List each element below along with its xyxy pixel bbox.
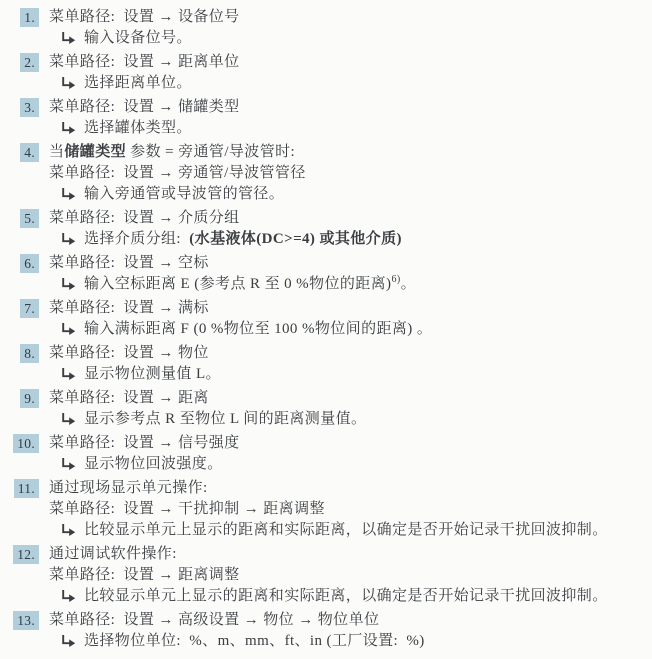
item-number-badge: 7. (20, 299, 39, 318)
return-arrow-icon (61, 122, 76, 135)
list-item (8, 142, 644, 205)
menu-path-line (49, 7, 644, 28)
line-text: 菜单路径: 设置 → 旁通管/导波管管径 (49, 165, 306, 181)
return-arrow-icon (61, 413, 76, 426)
menu-path-line (49, 433, 644, 454)
result-line (49, 28, 644, 49)
line-text: 选择罐体类型。 (84, 120, 192, 136)
return-arrow-icon (61, 524, 76, 537)
menu-path-line (49, 565, 644, 586)
line-text: 显示物位测量值 L。 (84, 366, 221, 382)
line-text: 菜单路径: 设置 → 物位 (49, 345, 209, 361)
return-arrow-icon (61, 278, 76, 291)
item-content (49, 388, 644, 430)
item-content (49, 7, 644, 49)
line-text: 选择距离单位。 (84, 75, 192, 91)
line-text: 通过调试软件操作: (49, 546, 177, 562)
line-text: 菜单路径: 设置 → 距离调整 (49, 567, 240, 583)
list-item (8, 7, 644, 49)
line-text: 菜单路径: 设置 → 干扰抑制 → 距离调整 (49, 501, 325, 517)
menu-path-line (49, 97, 644, 118)
menu-path-line (49, 343, 644, 364)
item-number-badge: 1. (20, 8, 39, 27)
item-number-badge: 5. (20, 209, 39, 228)
menu-path-line (49, 163, 644, 184)
result-line (49, 118, 644, 139)
return-arrow-icon (61, 32, 76, 45)
item-number-badge: 9. (20, 389, 39, 408)
return-arrow-icon (61, 188, 76, 201)
line-text: 输入满标距离 F (0 %物位至 100 %物位间的距离) 。 (84, 321, 433, 337)
item-content (49, 433, 644, 475)
menu-path-line (49, 52, 644, 73)
list-item (8, 97, 644, 139)
condition-line (49, 142, 644, 163)
result-line (49, 364, 644, 385)
item-number-badge: 12. (13, 545, 39, 564)
item-content (49, 97, 644, 139)
return-arrow-icon (61, 233, 76, 246)
result-line (49, 73, 644, 94)
item-number-column (8, 253, 39, 273)
return-arrow-icon (61, 368, 76, 381)
item-number-badge: 3. (20, 98, 39, 117)
list-item (8, 544, 644, 607)
line-text: 菜单路径: 设置 → 储罐类型 (49, 99, 240, 115)
list-item (8, 52, 644, 94)
return-arrow-icon (61, 77, 76, 90)
list-item (8, 478, 644, 541)
line-text: 显示物位回波强度。 (84, 456, 223, 472)
line-text: 输入设备位号。 (84, 30, 192, 46)
result-line (49, 274, 644, 295)
item-number-column (8, 52, 39, 72)
result-line (49, 520, 644, 541)
line-text: 选择物位单位: %、m、mm、ft、in (工厂设置: %) (84, 633, 425, 649)
list-item (8, 253, 644, 295)
line-text: 菜单路径: 设置 → 满标 (49, 300, 209, 316)
line-text: 菜单路径: 设置 → 设备位号 (49, 9, 240, 25)
item-number-column (8, 433, 39, 453)
item-number-badge: 10. (13, 434, 39, 453)
item-content (49, 253, 644, 295)
footnote-ref: 6) (391, 274, 401, 285)
return-arrow-icon (61, 323, 76, 336)
line-text: 比较显示单元上显示的距离和实际距离，以确定是否开始记录干扰回波抑制。 (84, 522, 608, 538)
item-number-column (8, 298, 39, 318)
list-item (8, 343, 644, 385)
list-item (8, 298, 644, 340)
list-item (8, 208, 644, 250)
return-arrow-icon (61, 590, 76, 603)
condition-line (49, 478, 644, 499)
result-line (49, 229, 644, 250)
menu-path-line (49, 610, 644, 631)
item-number-column (8, 142, 39, 162)
item-content (49, 142, 644, 205)
item-content (49, 610, 644, 652)
result-line (49, 454, 644, 475)
list-item (8, 433, 644, 475)
line-text: 菜单路径: 设置 → 空标 (49, 255, 209, 271)
line-text: 选择介质分组: (水基液体(DC>=4) 或其他介质) (84, 231, 402, 247)
result-line (49, 631, 644, 652)
line-text: 比较显示单元上显示的距离和实际距离，以确定是否开始记录干扰回波抑制。 (84, 588, 608, 604)
line-text: 当储罐类型 参数 = 旁通管/导波管时: (49, 144, 296, 160)
item-number-column (8, 478, 39, 498)
item-number-column (8, 208, 39, 228)
item-number-column (8, 610, 39, 630)
line-text: 菜单路径: 设置 → 距离 (49, 390, 209, 406)
menu-path-line (49, 499, 644, 520)
line-text: 菜单路径: 设置 → 信号强度 (49, 435, 240, 451)
line-text: 菜单路径: 设置 → 介质分组 (49, 210, 240, 226)
result-line (49, 184, 644, 205)
item-number-badge: 11. (14, 479, 39, 498)
line-text: 显示参考点 R 至物位 L 间的距离测量值。 (84, 411, 367, 427)
result-line (49, 409, 644, 430)
list-item (8, 610, 644, 652)
item-content (49, 208, 644, 250)
item-content (49, 298, 644, 340)
item-number-column (8, 7, 39, 27)
item-number-column (8, 544, 39, 564)
item-number-badge: 2. (20, 53, 39, 72)
menu-path-line (49, 388, 644, 409)
menu-path-line (49, 298, 644, 319)
condition-line (49, 544, 644, 565)
item-content (49, 343, 644, 385)
line-text: 通过现场显示单元操作: (49, 480, 208, 496)
result-line (49, 586, 644, 607)
list-item (8, 388, 644, 430)
item-number-column (8, 343, 39, 363)
instruction-list (8, 7, 644, 652)
item-content (49, 544, 644, 607)
line-text: 菜单路径: 设置 → 距离单位 (49, 54, 240, 70)
item-content (49, 52, 644, 94)
menu-path-line (49, 253, 644, 274)
item-number-badge: 4. (20, 143, 39, 162)
item-number-badge: 13. (13, 611, 39, 630)
item-number-badge: 8. (20, 344, 39, 363)
line-text: 输入空标距离 E (参考点 R 至 0 %物位的距离)$^{6)}$。 (84, 274, 417, 292)
result-line (49, 319, 644, 340)
item-number-column (8, 388, 39, 408)
return-arrow-icon (61, 458, 76, 471)
item-content (49, 478, 644, 541)
line-text: 输入旁通管或导波管的管径。 (84, 186, 285, 202)
item-number-column (8, 97, 39, 117)
line-text: 菜单路径: 设置 → 高级设置 → 物位 → 物位单位 (49, 612, 380, 628)
return-arrow-icon (61, 635, 76, 648)
item-number-badge: 6. (20, 254, 39, 273)
menu-path-line (49, 208, 644, 229)
